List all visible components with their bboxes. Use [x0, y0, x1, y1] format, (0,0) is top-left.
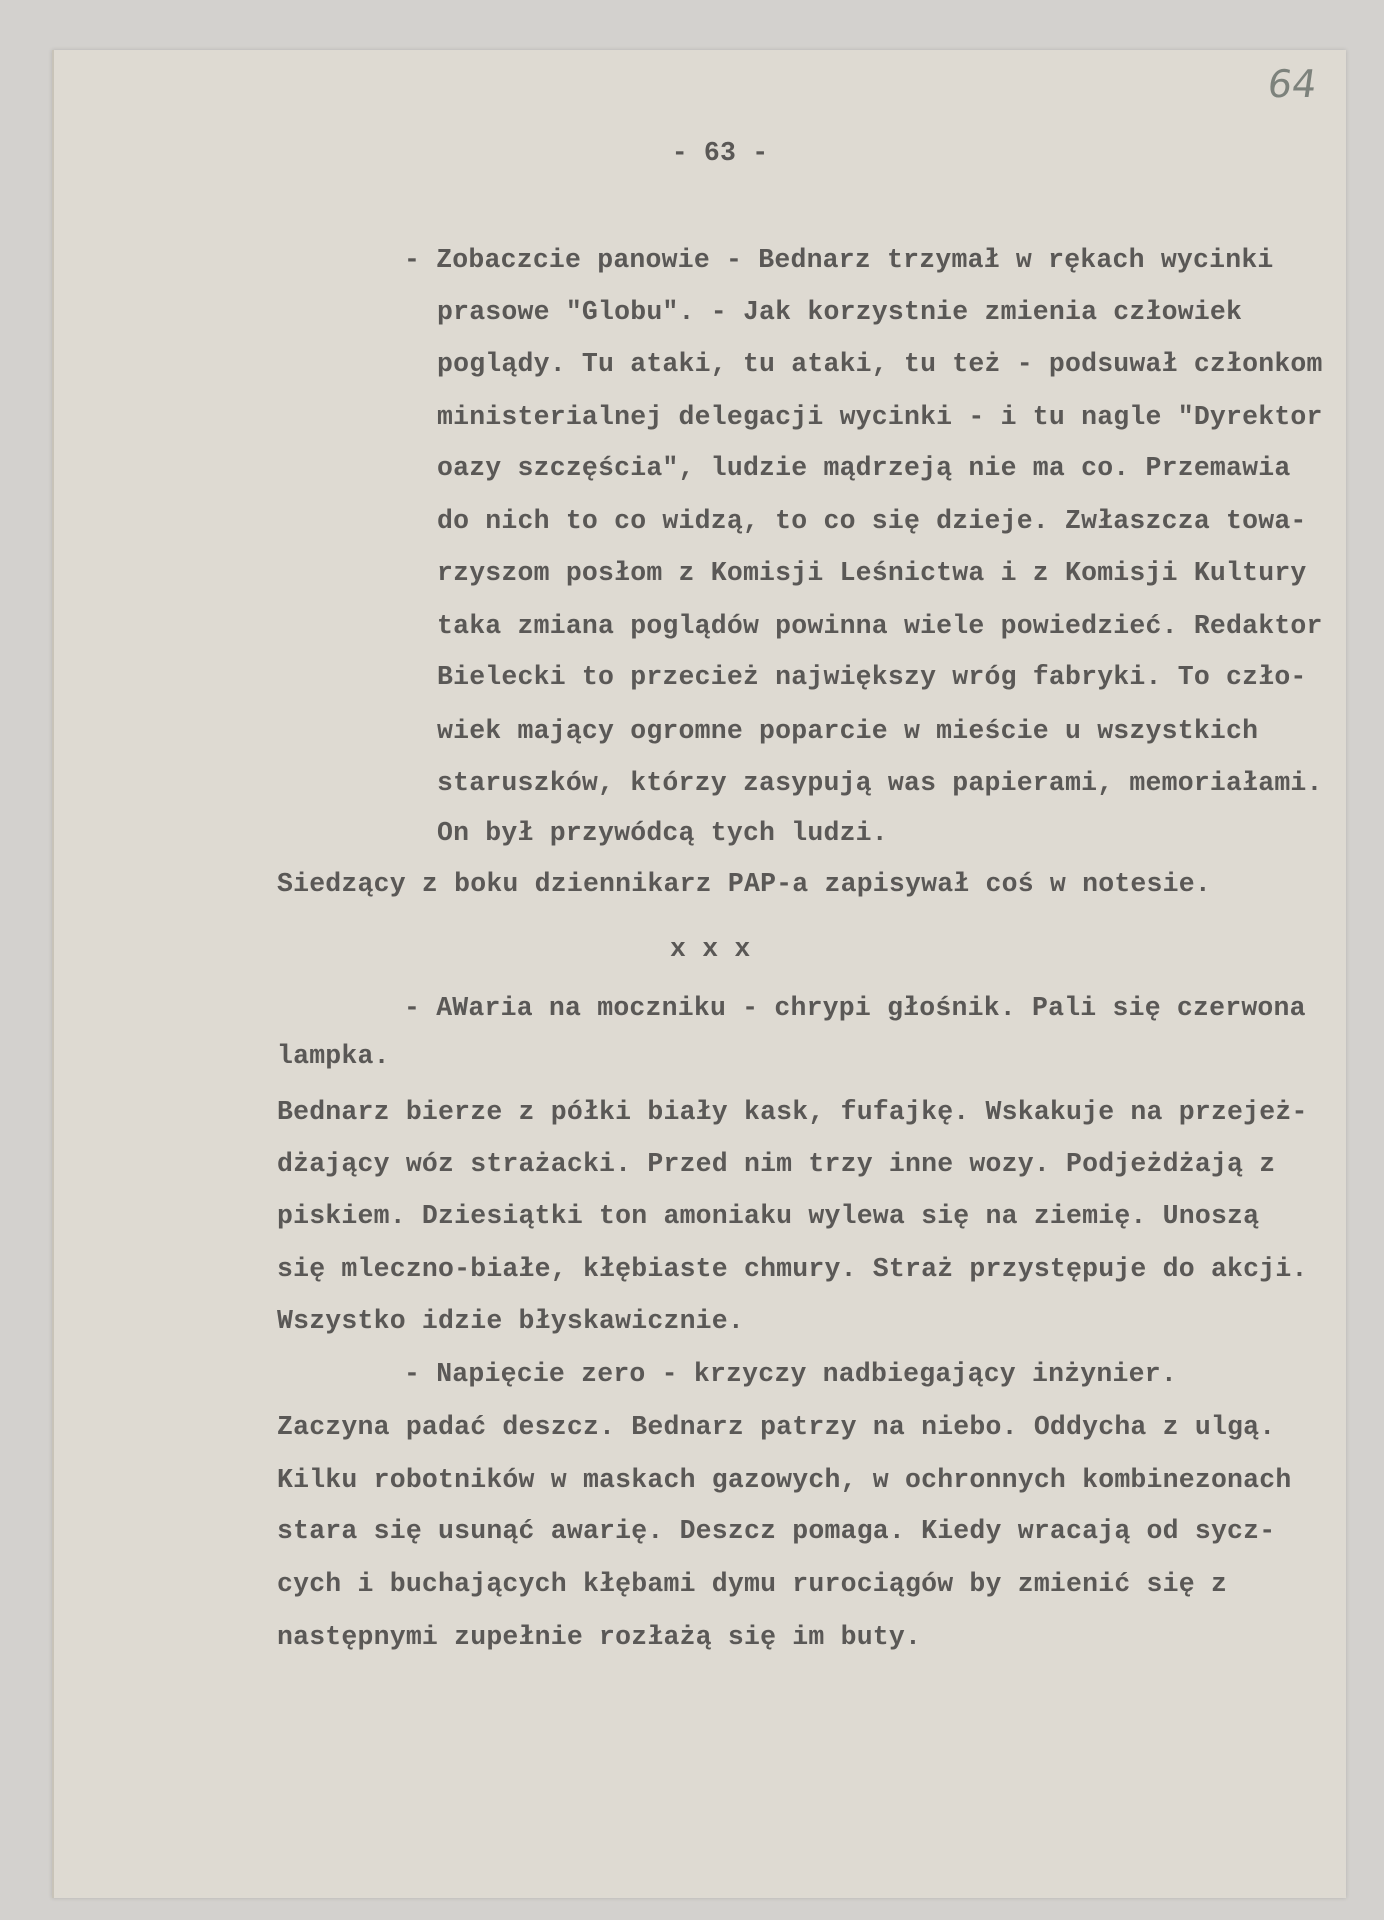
- text-line: Wszystko idzie błyskawicznie.: [277, 1306, 744, 1336]
- text-line: staruszków, którzy zasypują was papierami, memoriałami.: [437, 768, 1323, 798]
- text-line: Bednarz bierze z półki biały kask, fufajkę. Wskakuje na przejeż-: [277, 1097, 1308, 1127]
- text-line: do nich to co widzą, to co się dzieje. Zwłaszcza towa-: [437, 506, 1307, 536]
- text-line: dżający wóz strażacki. Przed nim trzy inne wozy. Podjeżdżają z: [277, 1149, 1276, 1179]
- text-line: - Zobaczcie panowie - Bednarz trzymał w rękach wycinki: [404, 245, 1274, 275]
- text-line: oazy szczęścia", ludzie mądrzeją nie ma co. Przemawia: [437, 453, 1291, 483]
- text-line: następnymi zupełnie rozłażą się im buty.: [277, 1622, 922, 1652]
- document-page: [52, 50, 1346, 1898]
- text-line: ministerialnej delegacji wycinki - i tu nagle "Dyrektor: [437, 402, 1323, 432]
- text-line: Zaczyna padać deszcz. Bednarz patrzy na niebo. Oddycha z ulgą.: [277, 1412, 1276, 1442]
- text-line: Bielecki to przecież największy wróg fabryki. To czło-: [437, 662, 1307, 692]
- text-line: piskiem. Dziesiątki ton amoniaku wylewa się na ziemię. Unoszą: [277, 1201, 1260, 1231]
- text-line: Siedzący z boku dziennikarz PAP-a zapisywał coś w notesie.: [277, 869, 1211, 899]
- text-line: On był przywódcą tych ludzi.: [437, 818, 888, 848]
- text-line: stara się usunąć awarię. Deszcz pomaga. Kiedy wracają od sycz-: [277, 1516, 1276, 1546]
- page-number: - 63 -: [671, 138, 769, 168]
- text-line: taka zmiana poglądów powinna wiele powiedzieć. Redaktor: [437, 611, 1323, 641]
- text-line: poglądy. Tu ataki, tu ataki, tu też - podsuwał członkom: [437, 349, 1323, 379]
- handwritten-page-number: 64: [1264, 62, 1320, 106]
- text-line: - Napięcie zero - krzyczy nadbiegający inżynier.: [404, 1359, 1177, 1389]
- text-line: - AWaria na moczniku - chrypi głośnik. Pali się czerwona: [404, 993, 1306, 1023]
- section-separator: x x x: [670, 934, 751, 964]
- text-line: wiek mający ogromne poparcie w mieście u wszystkich: [437, 716, 1259, 746]
- text-line: się mleczno-białe, kłębiaste chmury. Straż przystępuje do akcji.: [277, 1254, 1308, 1284]
- text-line: cych i buchających kłębami dymu rurociągów by zmienić się z: [277, 1569, 1228, 1599]
- text-line: Kilku robotników w maskach gazowych, w ochronnych kombinezonach: [277, 1465, 1292, 1495]
- text-line: lampka.: [277, 1041, 390, 1071]
- text-line: rzyszom posłom z Komisji Leśnictwa i z Komisji Kultury: [437, 558, 1307, 588]
- text-line: prasowe "Globu". - Jak korzystnie zmienia człowiek: [437, 297, 1243, 327]
